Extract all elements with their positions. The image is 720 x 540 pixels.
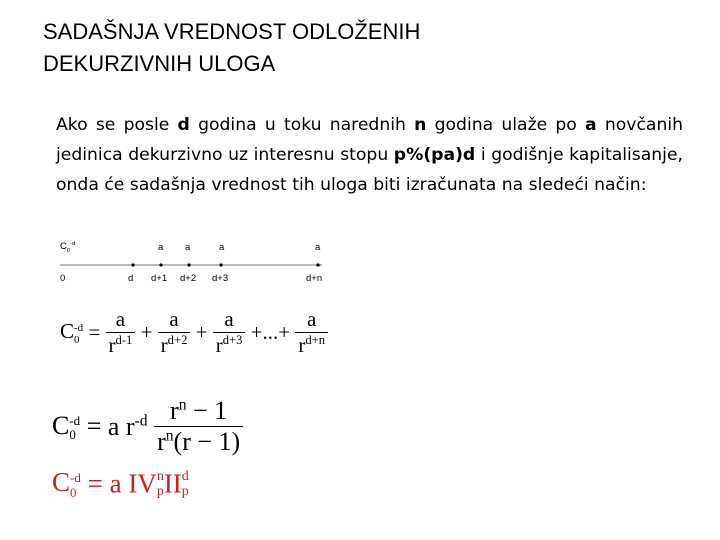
term-numerator: a xyxy=(295,307,328,333)
lhs-base: C xyxy=(52,467,71,498)
var-n: n xyxy=(414,115,427,135)
ii-symbol: II xyxy=(163,468,182,499)
equals-sign: = xyxy=(86,411,102,441)
timeline-bottom-label: d+1 xyxy=(151,273,168,284)
lhs-base: C xyxy=(52,410,70,440)
iv-sup: n xyxy=(156,468,164,484)
den-sup: d-1 xyxy=(115,333,133,347)
den-base: r xyxy=(298,333,306,357)
den-sup: d+n xyxy=(305,333,326,347)
formula-table-notation xyxy=(52,466,189,500)
den-base: r xyxy=(215,333,223,357)
term-denominator xyxy=(213,333,246,358)
den-rest: (r − 1) xyxy=(173,427,241,456)
denominator xyxy=(154,427,243,457)
lhs-base: C xyxy=(60,319,75,344)
timeline-top-label: a xyxy=(219,242,225,253)
den-base: r xyxy=(108,333,116,357)
term-numerator: a xyxy=(213,307,246,333)
lhs-sup: -d xyxy=(74,321,84,334)
fraction-term xyxy=(295,307,328,358)
coefficient xyxy=(108,412,148,441)
term-denominator xyxy=(295,333,328,358)
var-rate: p%(pa)d xyxy=(393,145,476,165)
fraction-term xyxy=(106,307,136,358)
equals-sign: = xyxy=(88,320,101,344)
den-sup: d+2 xyxy=(167,333,188,347)
var-d: d xyxy=(177,115,190,135)
iv-indices xyxy=(157,469,164,499)
fraction xyxy=(154,396,243,457)
formula-closed-form xyxy=(52,396,243,457)
text-segment: Ako se posle xyxy=(56,115,178,135)
title-line-1: SADAŠNJA VREDNOST ODLOŽENIH xyxy=(43,19,421,44)
lhs-sub: 0 xyxy=(70,485,77,501)
lhs xyxy=(60,319,83,345)
lhs xyxy=(52,467,81,500)
numerator xyxy=(154,396,243,427)
timeline-top-label: a xyxy=(315,242,321,253)
timeline-dot xyxy=(159,263,162,266)
c-base: C xyxy=(60,241,67,253)
term-numerator: a xyxy=(106,307,136,333)
num-sup: n xyxy=(178,396,187,414)
coef-text: a r xyxy=(107,411,135,441)
fraction-term xyxy=(158,307,191,358)
den-base: r xyxy=(157,427,166,456)
timeline-bottom-label: d xyxy=(128,273,134,284)
ii-sub: p xyxy=(181,483,189,499)
den-sup: d+3 xyxy=(222,333,243,347)
lhs-sup: -d xyxy=(69,413,81,429)
ellipsis-sign: +...+ xyxy=(250,320,291,344)
timeline-bottom-label: 0 xyxy=(60,273,66,284)
term-denominator xyxy=(158,333,191,358)
timeline-bottom-label: d+n xyxy=(306,273,323,284)
num-base: r xyxy=(170,396,179,425)
lhs-sub: 0 xyxy=(74,333,80,346)
text-segment: i godišnje kapitalisanje, onda će sadašnja vrednost tih uloga biti izračunata na sledeći način: xyxy=(56,145,683,195)
num-rest: − 1 xyxy=(193,396,228,425)
coef-sup: -d xyxy=(134,411,148,429)
timeline-dot xyxy=(187,263,190,266)
c-sup: -d xyxy=(70,241,76,247)
timeline-dot xyxy=(219,263,222,266)
term-denominator xyxy=(106,333,136,358)
var-a: a xyxy=(585,115,597,135)
text-segment: godina u toku narednih xyxy=(189,115,415,135)
plus-sign: + xyxy=(140,320,153,344)
timeline-dot xyxy=(316,263,319,266)
fraction-term xyxy=(213,307,246,358)
c-sub: 0 xyxy=(66,248,71,255)
title-line-2: DEKURZIVNIH ULOGA xyxy=(43,51,276,76)
iv-sub: p xyxy=(156,483,164,499)
term-numerator: a xyxy=(158,307,191,333)
timeline-dot xyxy=(131,263,134,266)
timeline-bottom-label: d+2 xyxy=(180,273,197,284)
plus-sign: + xyxy=(195,320,208,344)
formula-sum xyxy=(60,307,328,358)
lhs-sub: 0 xyxy=(69,427,76,443)
equals-a-iv: = a IV xyxy=(87,468,157,499)
timeline-bottom-label: d+3 xyxy=(212,273,229,284)
text-segment: novčanih jedinica dekurzivno uz interesnu stopu xyxy=(56,115,684,165)
den-sup: n xyxy=(165,427,174,445)
lhs-sup: -d xyxy=(70,470,81,486)
ii-indices xyxy=(182,469,189,499)
timeline-top-label: a xyxy=(185,242,191,253)
text-segment: godina ulaže po xyxy=(426,115,586,135)
ii-sup: d xyxy=(181,468,189,484)
den-base: r xyxy=(160,333,168,357)
timeline-top-label: a xyxy=(158,242,164,253)
lhs xyxy=(52,411,80,442)
